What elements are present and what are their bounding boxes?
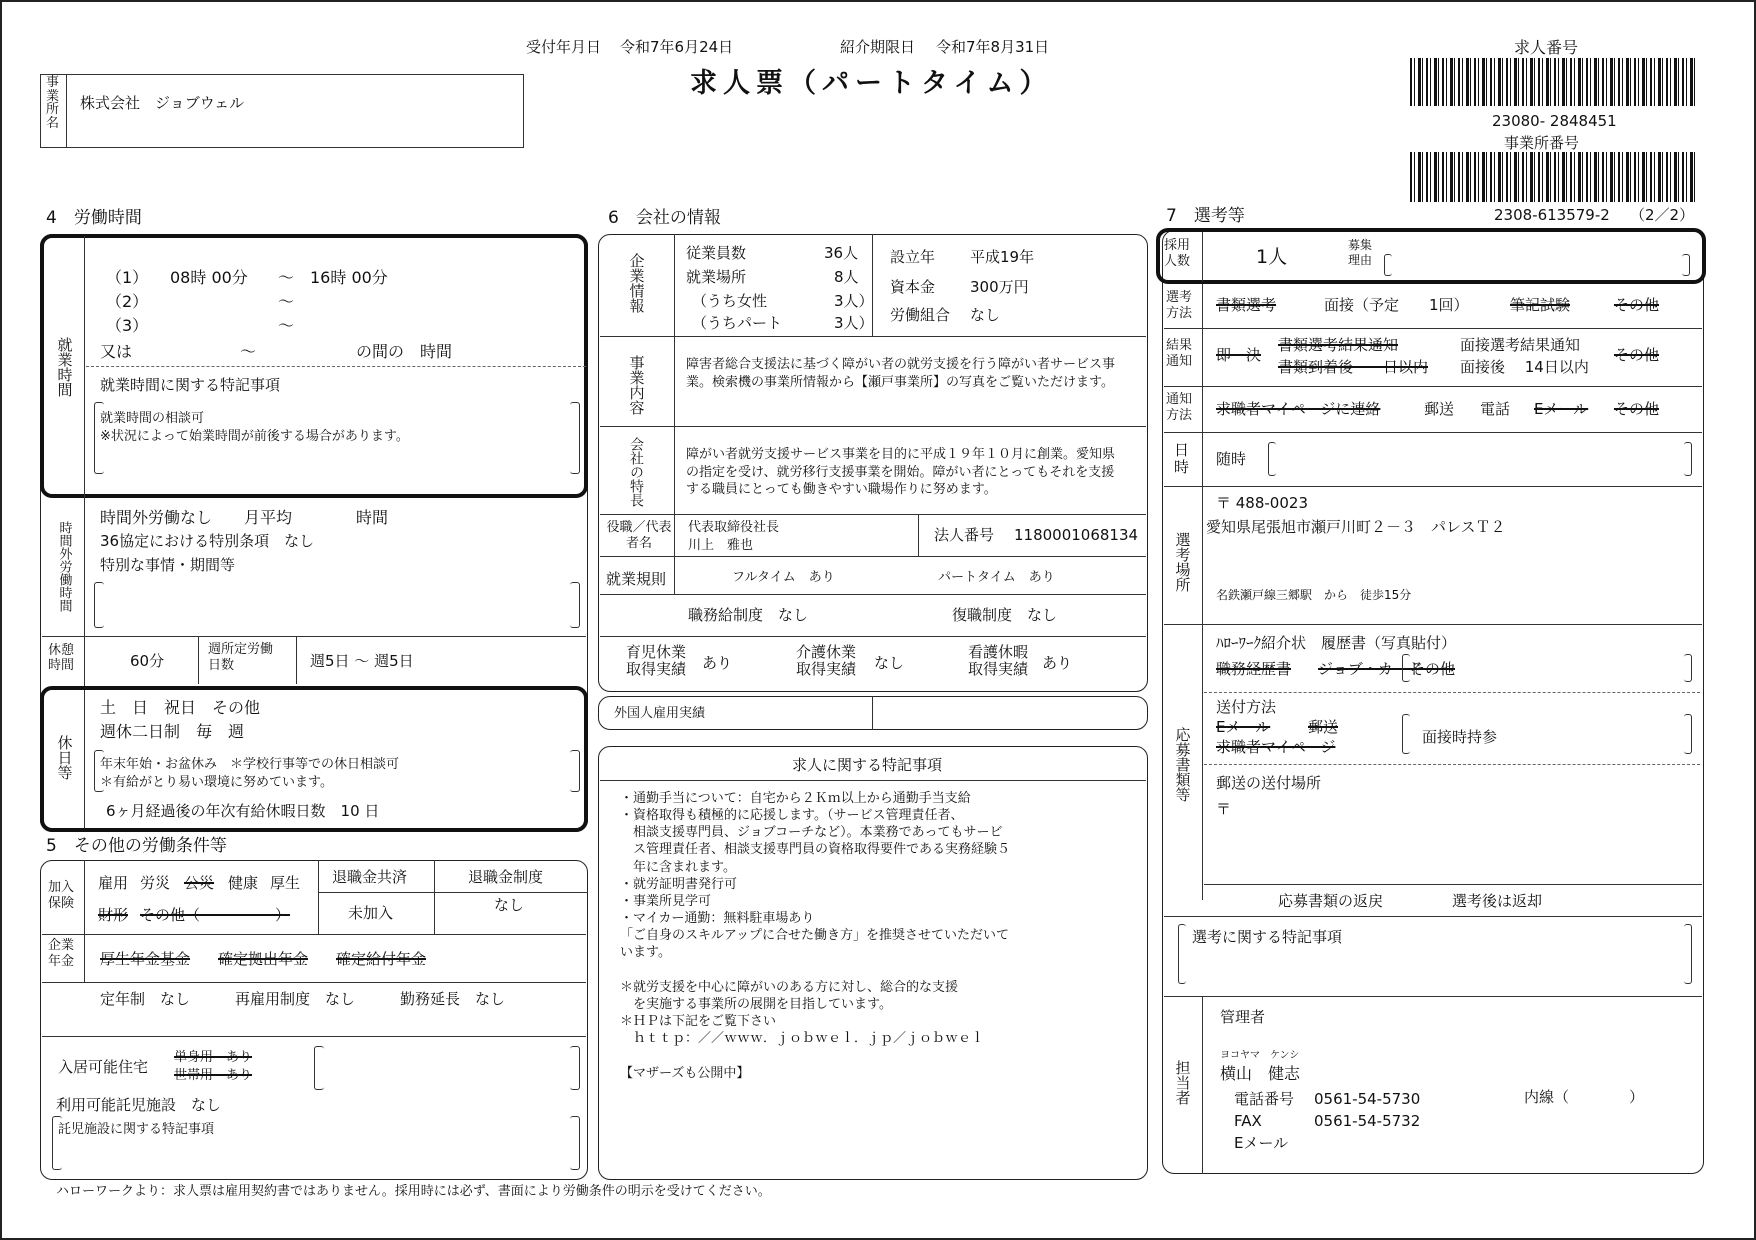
feature-text: 障がい者就労支援サービス事業を目的に平成１９年１０月に創業。愛知県の指定を受け、就労移行支援事業を開始。障がい者にとってもそれを支援する職員にとっても働きやすい職場作りに努めます。 bbox=[686, 447, 1116, 498]
method-doc: 書類選考 bbox=[1216, 296, 1277, 314]
overtime-line2: 36協定における特別条項 なし bbox=[100, 532, 315, 550]
holiday-days: 土 日 祝日 その他 bbox=[100, 698, 261, 717]
or-label: 又は bbox=[100, 342, 133, 361]
housing-label: 入居可能住宅 bbox=[58, 1058, 149, 1076]
capital-label: 資本金 bbox=[890, 278, 936, 296]
method-interview: 面接（予定 1回） bbox=[1324, 296, 1469, 314]
housing-single: 単身用 あり bbox=[174, 1050, 253, 1065]
childcare-facility: 利用可能託児施設 なし bbox=[56, 1096, 222, 1114]
result-doc: 書類選考結果通知 bbox=[1278, 336, 1399, 354]
retire-system-value: なし bbox=[494, 896, 525, 914]
childcare-leave-label: 育児休業取得実績 bbox=[626, 643, 687, 679]
rep-title: 代表取締役社長 bbox=[688, 520, 780, 535]
notify-mail: 郵送 bbox=[1424, 400, 1455, 418]
work-hours-note: 就業時間の相談可 ※状況によって始業時間が前後する場合があります。 bbox=[100, 411, 409, 444]
office-number-barcode bbox=[1410, 152, 1696, 202]
site-value: 8人 bbox=[834, 268, 859, 286]
capital-value: 300万円 bbox=[970, 278, 1029, 296]
notify-other: その他 bbox=[1614, 400, 1660, 418]
rules-part: パートタイム あり bbox=[938, 570, 1055, 585]
phone-label: 電話番号 bbox=[1234, 1090, 1295, 1108]
contact-label: 担当者 bbox=[1173, 1059, 1192, 1105]
retire-mutual-label: 退職金共済 bbox=[332, 868, 408, 886]
corp-pension-label: 企業年金 bbox=[48, 938, 75, 969]
send-mail: 郵送 bbox=[1308, 718, 1339, 736]
retire-mutual-value: 未加入 bbox=[348, 904, 394, 922]
retire-system-label: 退職金制度 bbox=[468, 868, 544, 886]
date-label: 日時 bbox=[1174, 441, 1190, 477]
childcare-note-label: 託児施設に関する特記事項 bbox=[58, 1122, 215, 1137]
housing-family: 世帯用 あり bbox=[174, 1068, 253, 1083]
received-label: 受付年月日 bbox=[526, 38, 602, 56]
union-label: 労働組合 bbox=[890, 306, 951, 324]
rep-label: 役職／代表者名 bbox=[606, 520, 672, 552]
shift2-tilde: ～ bbox=[278, 292, 295, 311]
shift1-end: 16時 00分 bbox=[310, 268, 388, 287]
result-other: その他 bbox=[1614, 346, 1660, 364]
rules-full: フルタイム あり bbox=[732, 570, 835, 585]
job-number-barcode bbox=[1410, 58, 1696, 106]
deadline-label: 紹介期限日 bbox=[840, 38, 916, 56]
founded-label: 設立年 bbox=[890, 248, 936, 266]
reemploy: 復職制度 なし bbox=[952, 606, 1058, 624]
venue-address: 愛知県尾張旭市瀬戸川町２－３ パレスＴ２ bbox=[1206, 518, 1506, 536]
overtime-label: 時間外労働時間 bbox=[56, 520, 72, 612]
section5-heading: 5 その他の労働条件等 bbox=[46, 836, 227, 856]
holiday-label: 休日等 bbox=[55, 734, 74, 780]
method-label: 選考方法 bbox=[1166, 290, 1193, 321]
business-text: 障害者総合支援法に基づく障がい者の就労支援を行う障がい者サービス事業。検索機の事業所情報から【瀬戸事業所】の写真をご覧いただけます。 bbox=[686, 357, 1116, 390]
shift3-number: （3） bbox=[106, 316, 149, 335]
hires-frame bbox=[1156, 228, 1706, 284]
reason-label: 募集理由 bbox=[1348, 238, 1373, 267]
office-name: 株式会社 ジョブウェル bbox=[80, 94, 245, 112]
office-number-label: 事業所番号 bbox=[1504, 134, 1580, 152]
notify-mypage: 求職者マイページに連絡 bbox=[1216, 400, 1381, 418]
footer-notice: ハローワークより：求人票は雇用契約書ではありません。採用時には必ず、書面により労働条件の明示を受けてください。 bbox=[56, 1184, 771, 1199]
job-number: 23080- 2848451 bbox=[1492, 112, 1617, 130]
feature-label: 会社の特長 bbox=[628, 437, 644, 507]
sick-leave-label: 看護休暇取得実績 bbox=[968, 643, 1029, 679]
fax-label: FAX bbox=[1234, 1112, 1262, 1130]
grade-pay: 職務給制度 なし bbox=[688, 606, 809, 624]
venue-postal: 〒 488-0023 bbox=[1216, 494, 1308, 512]
shift1-number: （1） bbox=[106, 268, 149, 287]
received-date: 令和7年6月24日 bbox=[620, 38, 734, 56]
part-value: 3人） bbox=[834, 314, 874, 332]
pension-db: 確定給付年金 bbox=[336, 950, 427, 968]
method-written: 筆記試験 bbox=[1510, 296, 1571, 314]
documents-label: 応募書類等 bbox=[1173, 726, 1192, 802]
ins-pension: 厚生 bbox=[270, 874, 301, 892]
ins-employment: 雇用 bbox=[98, 874, 129, 892]
weekly-days-value: 週5日 ～ 週5日 bbox=[310, 652, 414, 670]
overtime-line3: 特別な事情・期間等 bbox=[100, 556, 236, 574]
fax-value: 0561-54-5732 bbox=[1314, 1112, 1421, 1130]
office-label: 事業所名 bbox=[46, 75, 60, 131]
shift2-number: （2） bbox=[106, 292, 149, 311]
pension-fund: 厚生年金基金 bbox=[100, 950, 191, 968]
ins-other: その他（ ） bbox=[140, 906, 291, 924]
docs-other: その他 bbox=[1410, 660, 1456, 678]
docs-jobcard: ジョブ・カード bbox=[1318, 660, 1423, 678]
ins-public: 公災 bbox=[184, 874, 215, 892]
women-label: （うち女性 bbox=[692, 292, 768, 310]
send-method-value: 面接時持参 bbox=[1422, 728, 1498, 746]
page-title: 求人票（パートタイム） bbox=[690, 68, 1053, 99]
weekly-days-label: 週所定労働日数 bbox=[208, 642, 274, 674]
manager-name: 横山 健志 bbox=[1220, 1064, 1301, 1083]
sick-leave-value: あり bbox=[1042, 654, 1073, 672]
section6-heading: 6 会社の情報 bbox=[608, 208, 721, 228]
phone-value: 0561-54-5730 bbox=[1314, 1090, 1421, 1108]
job-notes-text: ・通勤手当について：自宅から２Ｋｍ以上から通勤手当支給 ・資格取得も積極的に応援します。（サービス管理責任者、 相談支援専門員、ジョブコーチなど）。本業務であってもサービ ス管理責任者、相談支援専門員の資格取得要件である実務経験５ 年に含まれます。 ・就労証明書発行可 ・事業所見学可 ・マイカー通勤：無料駐車場あり 「ご自身のスキルアップに合せた働き方」を推奨させていただいて います。 ＊就労支援を中心に障がいのある方に対し、総合的な支援 を実施する事業所の展開を目指しています。 ＊ＨＰは下記をご覧下さい ｈｔｔｐ：／／ｗｗｗ．ｊｏｂｗｅｌ．ｊｐ／ｊｏｂｗｅｌ 【マザーズも公開中】 bbox=[620, 791, 1011, 1081]
post-address-value: 〒 bbox=[1216, 800, 1232, 818]
result-interview: 面接選考結果通知 bbox=[1460, 336, 1581, 354]
shift1-start: 08時 00分 bbox=[170, 268, 248, 287]
send-method-label: 送付方法 bbox=[1216, 698, 1277, 716]
extension-label: 内線（ ） bbox=[1524, 1088, 1645, 1106]
work-hours-label: 就業時間 bbox=[55, 337, 74, 397]
result-interview-after: 面接後 14日以内 bbox=[1460, 358, 1589, 376]
rep-name: 川上 雅也 bbox=[688, 538, 754, 553]
holiday-system: 週休二日制 毎 週 bbox=[100, 722, 245, 741]
break-label: 休憩時間 bbox=[48, 643, 75, 673]
ins-asset: 財形 bbox=[98, 906, 129, 924]
corp-number: 1180001068134 bbox=[1014, 526, 1139, 544]
result-doc-after: 書類到着後 日以内 bbox=[1278, 358, 1429, 376]
manager-kana: ヨコヤマ ケンシ bbox=[1220, 1050, 1300, 1061]
childcare-leave-value: あり bbox=[702, 654, 733, 672]
docs-required: ﾊﾛｰﾜｰｸ紹介状 履歴書（写真貼付） bbox=[1216, 634, 1457, 652]
result-instant: 即 決 bbox=[1216, 346, 1262, 364]
result-label: 結果通知 bbox=[1166, 338, 1193, 369]
shift3-tilde: ～ bbox=[278, 316, 295, 335]
job-notes-title: 求人に関する特記事項 bbox=[792, 756, 943, 774]
notify-phone: 電話 bbox=[1480, 400, 1511, 418]
retirement-line: 定年制 なし 再雇用制度 なし 勤務延長 なし bbox=[100, 990, 506, 1008]
founded-value: 平成19年 bbox=[970, 248, 1035, 266]
site-label: 就業場所 bbox=[686, 268, 747, 286]
selection-note-label: 選考に関する特記事項 bbox=[1192, 928, 1343, 946]
foreign-label: 外国人雇用実績 bbox=[614, 706, 706, 721]
job-number-label: 求人番号 bbox=[1514, 38, 1579, 57]
page-number: （2／2） bbox=[1630, 206, 1695, 224]
shift1-tilde: ～ bbox=[278, 268, 295, 287]
docs-cv: 職務経歴書 bbox=[1216, 660, 1292, 678]
doc-return-label: 応募書類の返戻 bbox=[1278, 892, 1384, 910]
employees-value: 36人 bbox=[824, 244, 859, 262]
rules-label: 就業規則 bbox=[606, 570, 667, 588]
women-value: 3人） bbox=[834, 292, 874, 310]
union-value: なし bbox=[970, 306, 1001, 324]
corp-info-label: 企業情報 bbox=[627, 253, 646, 313]
nursing-leave-label: 介護休業取得実績 bbox=[796, 643, 857, 679]
hires-value: 1人 bbox=[1256, 246, 1288, 268]
manager-title: 管理者 bbox=[1220, 1008, 1266, 1026]
holiday-note: 年末年始・お盆休み ＊学校行事等での休日相談可 ＊有給がとり易い環境に努めています。 bbox=[100, 757, 400, 790]
send-mypage: 求職者マイページ bbox=[1216, 738, 1336, 756]
ins-accident: 労災 bbox=[140, 874, 171, 892]
notify-label: 通知方法 bbox=[1166, 392, 1193, 423]
section4-heading: 4 労働時間 bbox=[46, 208, 142, 228]
insurance-label: 加入保険 bbox=[48, 880, 75, 911]
paid-leave: 6ヶ月経過後の年次有給休暇日数 10 日 bbox=[106, 802, 380, 820]
part-label: （うちパート bbox=[692, 314, 783, 332]
send-email: Eメール bbox=[1216, 718, 1271, 736]
notify-email: Eメール bbox=[1534, 400, 1589, 418]
hires-label: 採用人数 bbox=[1164, 238, 1191, 269]
corp-number-label: 法人番号 bbox=[934, 526, 995, 544]
or-between: の間の 時間 bbox=[356, 342, 453, 361]
section7-heading: 7 選考等 bbox=[1166, 206, 1245, 226]
date-value: 随時 bbox=[1216, 450, 1247, 468]
post-address-label: 郵送の送付場所 bbox=[1216, 774, 1322, 792]
pension-dc: 確定拠出年金 bbox=[218, 950, 309, 968]
or-tilde: ～ bbox=[240, 342, 257, 361]
employees-label: 従業員数 bbox=[686, 244, 747, 262]
break-value: 60分 bbox=[130, 652, 165, 670]
venue-label: 選考場所 bbox=[1173, 532, 1192, 592]
ins-health: 健康 bbox=[228, 874, 259, 892]
overtime-line1: 時間外労働なし 月平均 時間 bbox=[100, 508, 389, 527]
office-number: 2308-613579-2 bbox=[1494, 206, 1610, 224]
doc-return-value: 選考後は返却 bbox=[1452, 892, 1543, 910]
method-other: その他 bbox=[1614, 296, 1660, 314]
contact-email-label: Eメール bbox=[1234, 1134, 1289, 1152]
business-label: 事業内容 bbox=[627, 355, 646, 415]
deadline-date: 令和7年8月31日 bbox=[936, 38, 1050, 56]
work-hours-note-label: 就業時間に関する特記事項 bbox=[100, 376, 281, 394]
nursing-leave-value: なし bbox=[874, 654, 905, 672]
venue-access: 名鉄瀬戸線三郷駅 から 徒歩15分 bbox=[1216, 588, 1412, 602]
